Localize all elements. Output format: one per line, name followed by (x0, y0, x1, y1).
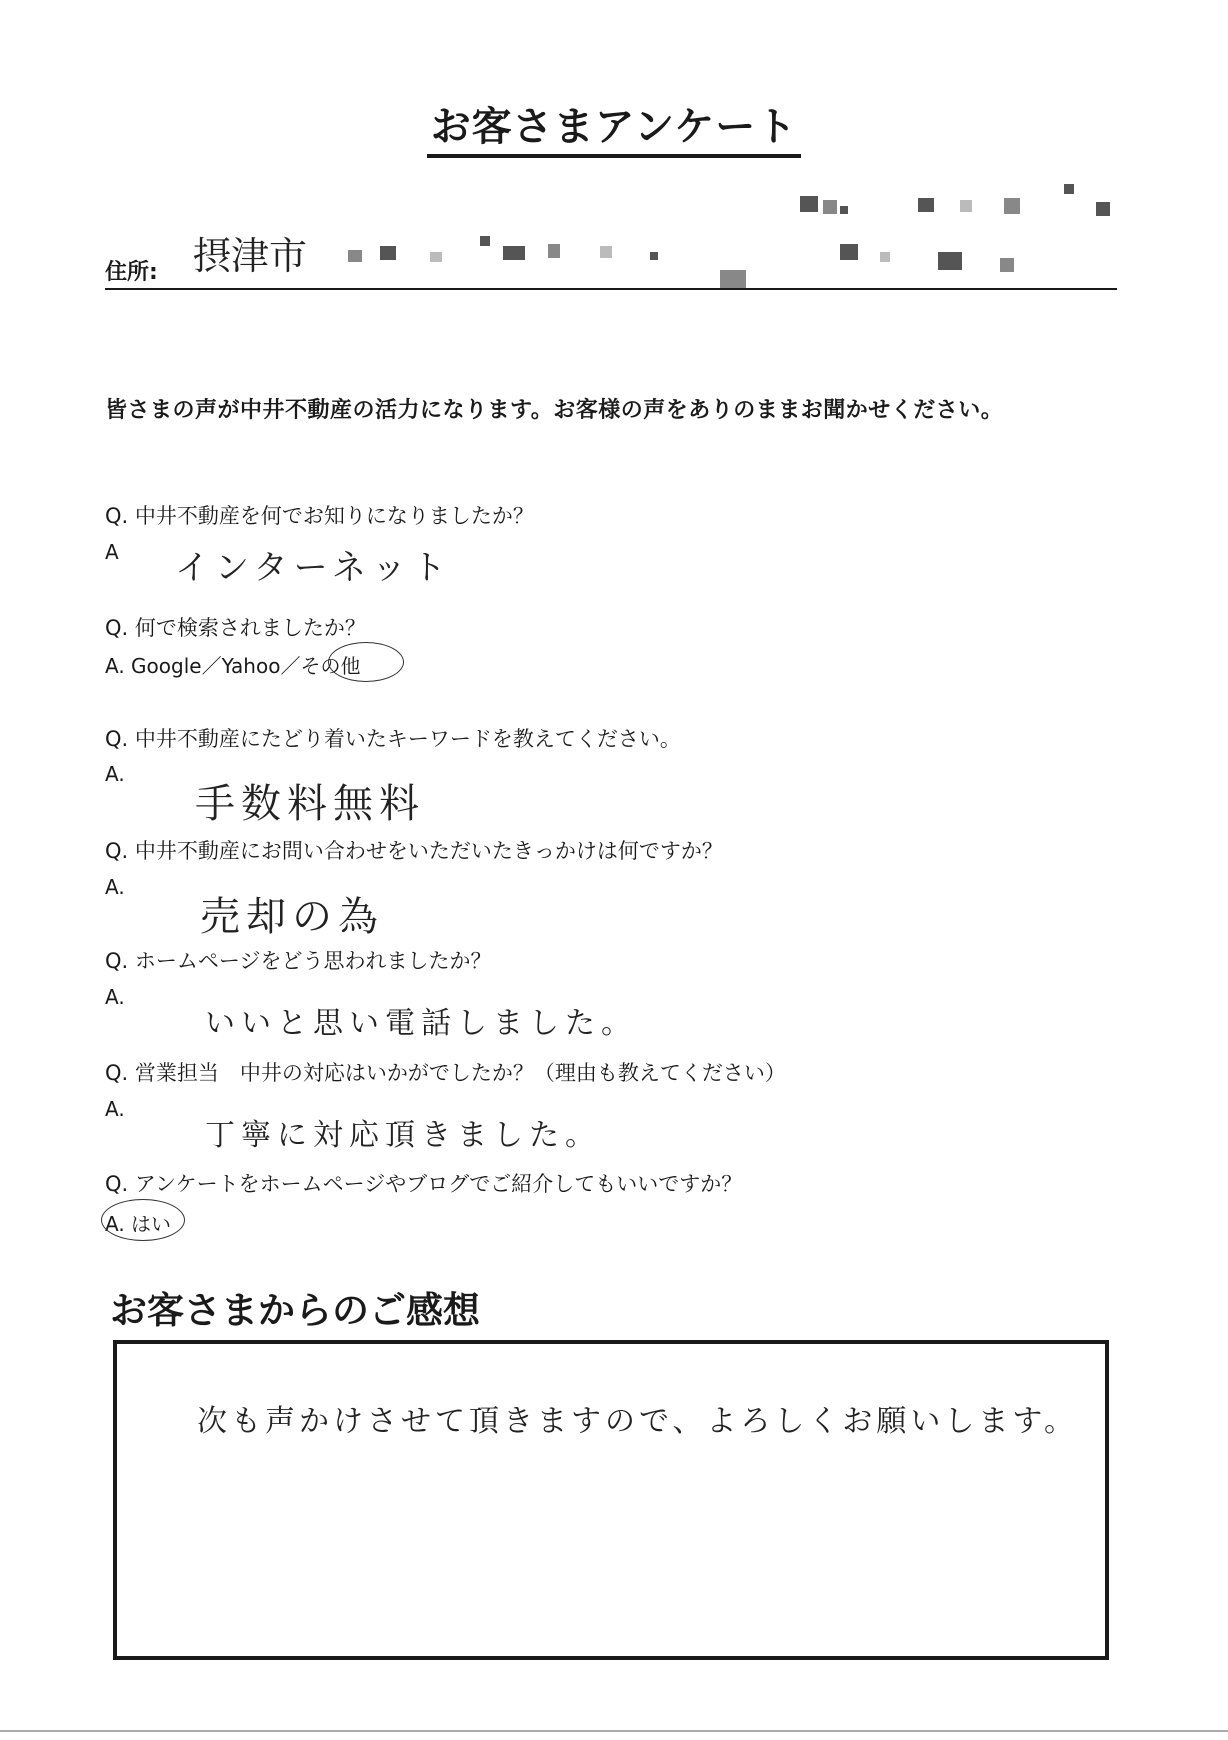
answer-label-5: A. (105, 985, 125, 1009)
answer-3: 手数料無料 (195, 781, 425, 827)
impressions-heading: お客さまからのご感想 (110, 1289, 480, 1332)
address-label: 住所: (105, 260, 158, 285)
address-underline (105, 288, 1117, 290)
impressions-text: 次も声かけさせて頂きますので、よろしくお願いします。 (197, 1404, 1078, 1439)
answer-yes: はい (131, 1212, 172, 1236)
answer-label-3: A. (105, 762, 125, 786)
selected-circle-mark (328, 642, 404, 682)
question-5: Q. ホームページをどう思われましたか？ (105, 949, 492, 973)
address-value: 摂津市 (193, 234, 308, 278)
option-google: Google (131, 654, 202, 678)
selected-circle-mark (101, 1199, 185, 1241)
answer-label-2: A. (105, 654, 125, 678)
question-6: Q. 営業担当 中井の対応はいかがでしたか？（理由も教えてください） (105, 1061, 786, 1085)
answer-label-1: A (105, 540, 119, 564)
answer-7 (105, 1208, 171, 1237)
answer-6: 丁寧に対応頂きました。 (205, 1118, 601, 1153)
answer-label-6: A. (105, 1097, 125, 1121)
question-3: Q. 中井不動産にたどり着いたキーワードを教えてください。 (105, 727, 681, 751)
question-2: Q. 何で検索されましたか？ (105, 616, 366, 640)
answer-2 (105, 650, 360, 679)
answer-5: いいと思い電話しました。 (205, 1006, 637, 1041)
answer-label-7: A. (105, 1212, 125, 1236)
question-4: Q. 中井不動産にお問い合わせをいただいたきっかけは何ですか？ (105, 839, 723, 863)
option-yahoo: Yahoo (221, 654, 281, 678)
option-separator: ／ (201, 654, 222, 678)
option-other: その他 (300, 654, 361, 678)
impressions-box (113, 1340, 1109, 1660)
option-separator: ／ (280, 654, 301, 678)
page-title: お客さまアンケート (0, 95, 1228, 152)
answer-1: インターネット (175, 548, 452, 588)
answer-label-4: A. (105, 875, 125, 899)
address-row (105, 225, 1117, 290)
answer-4: 売却の為 (200, 894, 384, 940)
question-7: Q. アンケートをホームページやブログでご紹介してもいいですか？ (105, 1172, 743, 1196)
question-1: Q. 中井不動産を何でお知りになりましたか？ (105, 504, 534, 528)
bottom-rule (0, 1730, 1228, 1732)
intro-text: 皆さまの声が中井不動産の活力になります。お客様の声をありのままお聞かせください。 (105, 398, 1004, 423)
